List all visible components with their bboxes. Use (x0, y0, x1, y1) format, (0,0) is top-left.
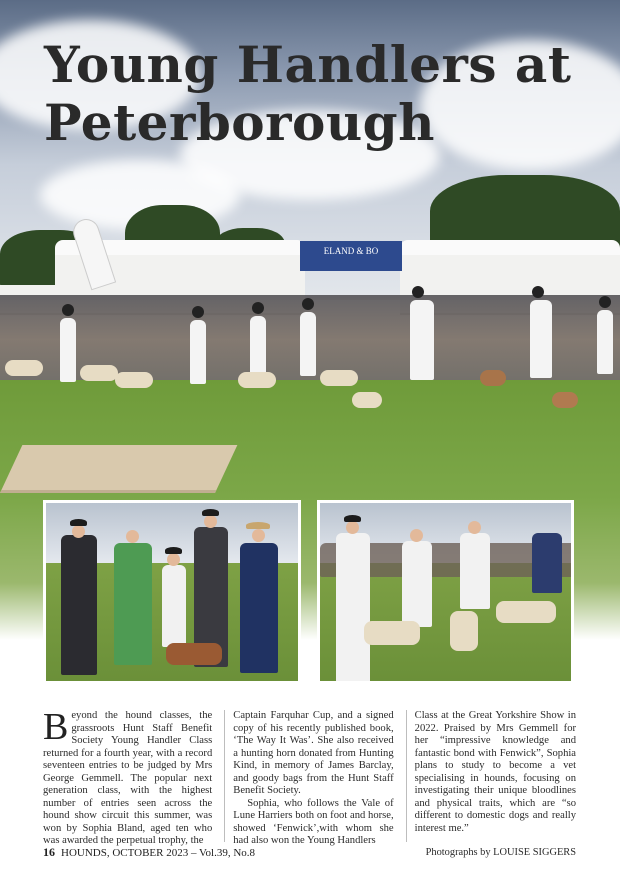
head (126, 530, 139, 543)
judging-mat (0, 445, 237, 493)
head (204, 515, 217, 528)
text-column-1 (43, 706, 213, 846)
hunt-staff-figure (597, 310, 613, 374)
head (410, 529, 423, 542)
hat (344, 515, 361, 522)
hound (496, 601, 556, 623)
hound (238, 372, 276, 388)
sponsor-banner (300, 241, 402, 271)
title-line-2: Peterborough (44, 93, 435, 152)
paragraph: eyond the hound classes, the grassroots Hunt Staff Benefit Society Young Handler Class returned for a fourth year, with a record seventeen entries to be judged by Mrs George Gemmell. The popular next generation class, with the highest number of entries seen across the hound show circuit this summer, was won by Sophia Bland, aged ten who was awarded the perpetual trophy, the (43, 710, 213, 846)
head (252, 529, 265, 542)
lady-green-dress (114, 543, 152, 665)
page-footer (43, 845, 255, 860)
hound (552, 392, 578, 408)
hound (450, 611, 478, 651)
photo-credit: Photographs by LOUISE SIGGERS (425, 847, 577, 858)
hunt-staff-figure (336, 533, 370, 683)
article-title (44, 36, 584, 152)
hunt-staff-figure (60, 318, 76, 382)
paragraph: Class at the Great Yorkshire Show in 2022. Praised by Mrs Gemmell for her “impressive knowledge and fantastic bond with Fenwick”, Sophia plans to study to become a vet specialising in hounds, focusing on investigating their unique bloodlines and physical traits, which are “so different to domestic dogs and really interest me.” (414, 710, 577, 834)
hunt-staff-figure (300, 312, 316, 376)
hound (364, 621, 420, 645)
inset-photo-winner (43, 500, 301, 684)
sponsor-banner-text: ELAND & BO (323, 246, 379, 256)
hunt-staff-figure (460, 533, 490, 609)
head (167, 553, 180, 566)
hound-fenwick (166, 643, 222, 665)
paragraph: Sophia, who follows the Vale of Lune Harriers both on foot and horse, showed ‘Fenwick’,with whom she had also won the Young Handlers (233, 797, 394, 846)
hound (320, 370, 358, 386)
hound (5, 360, 43, 376)
judge-figure (61, 535, 97, 675)
publication-info: HOUNDS, OCTOBER 2023 – Vol.39, No.8 (61, 847, 256, 859)
hound (80, 365, 118, 381)
drop-cap: B (43, 706, 69, 748)
hound (115, 372, 153, 388)
spectator-figure (532, 533, 562, 593)
hunt-staff-figure (190, 320, 206, 384)
hunt-staff-figure (410, 300, 434, 380)
hunt-staff-figure (250, 316, 266, 380)
text-column-2 (224, 710, 394, 846)
lady-navy-dress (240, 543, 278, 673)
paragraph: Captain Farquhar Cup, and a signed copy of his recently published book, ‘The Way It Was’. She also received a hunting horn donated from Hunting Kind, in memory of James Barclay, and goody bags from the Hunt Staff Benefit Society. (233, 710, 394, 796)
hunt-staff-figure (530, 300, 552, 378)
hound (352, 392, 382, 408)
head (468, 521, 481, 534)
text-column-3 (406, 710, 577, 858)
hat (70, 519, 87, 526)
hunt-staff-figure (402, 541, 432, 627)
page-number: 16 (43, 845, 55, 859)
young-handler-figure (162, 565, 186, 647)
hound (480, 370, 506, 386)
hat (202, 509, 219, 516)
head (72, 525, 85, 538)
head (346, 521, 359, 534)
title-line-1: Young Handlers at (44, 35, 572, 94)
hat (246, 522, 270, 529)
hat (165, 547, 182, 554)
inset-photo-ring (317, 500, 574, 684)
